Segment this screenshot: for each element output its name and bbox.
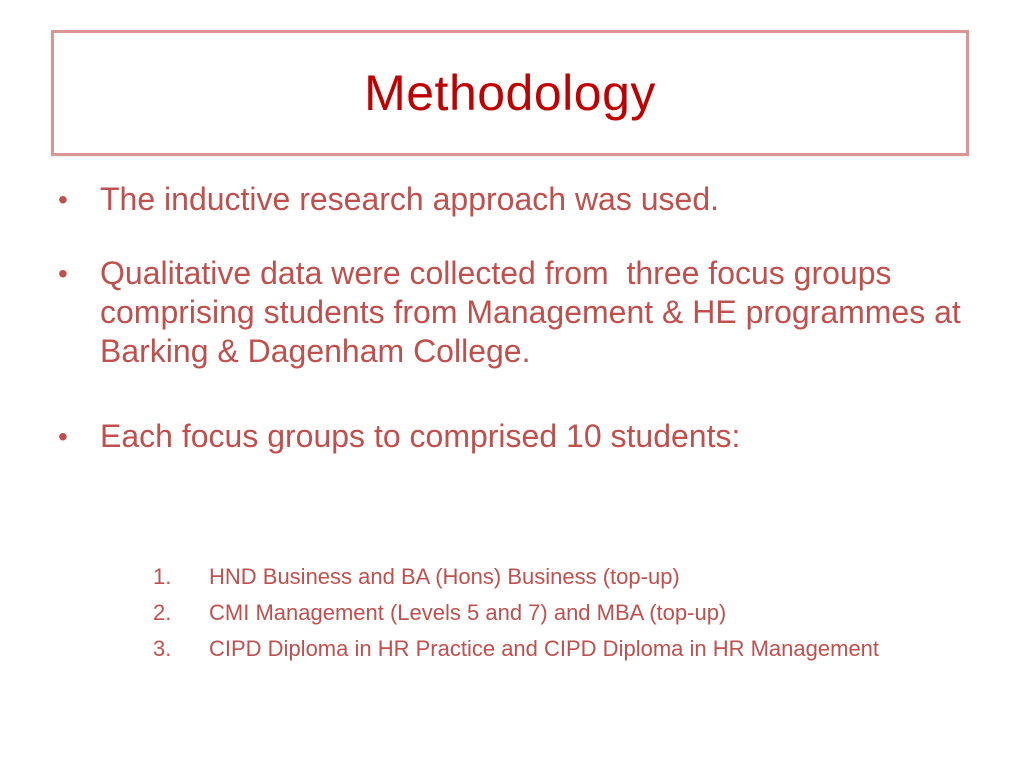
bullet-marker: • [58,184,68,215]
bullet-text: The inductive research approach was used. [100,181,720,217]
numbered-list [148,563,948,671]
bullet-text: Each focus groups to comprised 10 students: [100,418,741,454]
bullet-marker: • [58,258,68,289]
item-text: CMI Management (Levels 5 and 7) and MBA (top-up) [209,600,727,625]
title-box [51,30,969,156]
bullet-text: Qualitative data were collected from three focus groups comprising students from Management & HE programmes at Barking & Dagenham College. [100,255,970,369]
bullet-item [58,254,978,371]
numbered-item [148,599,948,626]
bullet-list [58,180,978,456]
item-number: 1. [153,564,172,589]
numbered-item [148,635,948,662]
bullet-marker: • [58,421,68,452]
numbered-item [148,563,948,590]
item-number: 3. [153,636,172,661]
item-text: HND Business and BA (Hons) Business (top-up) [209,564,680,589]
bullet-item [58,180,978,219]
item-number: 2. [153,600,172,625]
bullet-item [58,417,978,456]
item-text: CIPD Diploma in HR Practice and CIPD Diploma in HR Management [209,636,880,661]
slide-title: Methodology [364,65,656,121]
